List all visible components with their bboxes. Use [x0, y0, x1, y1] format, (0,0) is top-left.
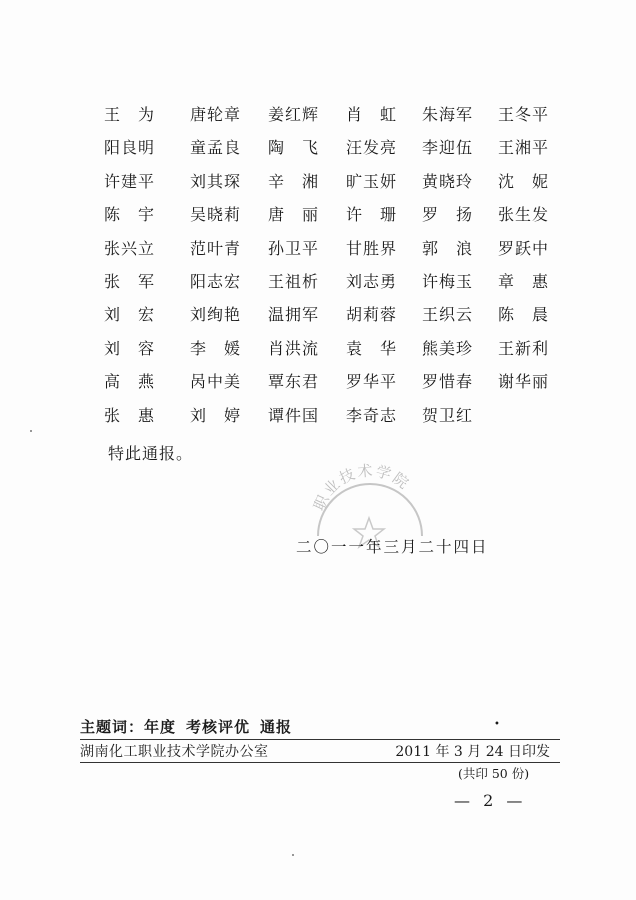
person-name: 许 珊 — [346, 205, 398, 225]
issuing-office: 湖南化工职业技术学院办公室 — [80, 744, 269, 760]
print-count: (共印 50 份) — [458, 766, 530, 781]
person-name: 姜红辉 — [268, 105, 320, 124]
person-name: 罗 扬 — [422, 205, 474, 225]
person-name: 王冬平 — [498, 105, 550, 124]
name-row — [104, 271, 574, 304]
person-name: 熊美珍 — [422, 338, 474, 358]
scan-speck — [292, 854, 294, 856]
person-name: 刘其琛 — [190, 171, 242, 191]
person-name: 覃东君 — [268, 372, 320, 392]
person-name: 朱海军 — [422, 105, 474, 124]
person-name: 贺卫红 — [422, 405, 474, 425]
person-name: 王祖析 — [268, 271, 320, 291]
person-name: 辛 湘 — [268, 171, 320, 191]
print-date: 2011 年 3 月 24 日印发 — [395, 744, 550, 760]
person-name: 郭 浪 — [422, 238, 474, 258]
scan-speck — [30, 430, 32, 432]
person-name: 陈 晨 — [498, 305, 550, 325]
person-name: 肖洪流 — [268, 338, 320, 358]
svg-text:职业技术学院: 职业技术学院 — [310, 462, 414, 514]
person-name: 高 燕 — [104, 372, 156, 392]
person-name: 孙卫平 — [268, 238, 320, 258]
person-name: 甘胜界 — [346, 238, 398, 258]
person-name: 肖 虹 — [346, 105, 398, 124]
divider-line — [80, 762, 560, 763]
person-name: 阳良明 — [104, 138, 156, 158]
person-name: 沈 妮 — [498, 171, 550, 191]
person-name: 吴晓莉 — [190, 205, 242, 225]
person-name: 张生发 — [498, 205, 550, 225]
name-row — [104, 104, 574, 137]
person-name: 谭件国 — [268, 405, 320, 425]
person-name: 刘 婷 — [190, 405, 242, 425]
person-name: 刘志勇 — [346, 271, 398, 291]
official-seal-stamp — [304, 462, 434, 574]
person-name: 黄晓玲 — [422, 171, 474, 191]
keyword: 年度 — [144, 718, 177, 736]
person-name: 许建平 — [104, 171, 156, 191]
issue-date: 二〇一一年三月二十四日 — [296, 538, 489, 556]
name-list — [104, 104, 574, 438]
name-row — [104, 137, 574, 170]
person-name: 胡莉蓉 — [346, 305, 398, 325]
person-name: 唐轮章 — [190, 105, 242, 124]
person-name: 袁 华 — [346, 338, 398, 358]
keywords-label: 主题词： — [80, 718, 145, 736]
person-name: 刘绚艳 — [190, 305, 242, 325]
name-row — [104, 405, 574, 438]
person-name: 王湘平 — [498, 138, 550, 158]
person-name: 刘 容 — [104, 338, 156, 358]
person-name: 陶 飞 — [268, 138, 320, 158]
divider-line — [80, 739, 560, 740]
person-name: 唐 丽 — [268, 205, 320, 225]
stray-mark: • — [494, 719, 500, 730]
person-name: 李奇志 — [346, 405, 398, 425]
person-name: 汪发亮 — [346, 138, 398, 158]
person-name: 许梅玉 — [422, 271, 474, 291]
person-name: 旷玉妍 — [346, 171, 398, 191]
person-name: 刘 宏 — [104, 305, 156, 325]
person-name: 罗跃中 — [498, 238, 550, 258]
person-name: 范叶青 — [190, 238, 242, 258]
name-row — [104, 171, 574, 204]
keyword: 通报 — [260, 718, 293, 736]
person-name: 谢华丽 — [498, 372, 550, 392]
person-name: 张兴立 — [104, 238, 156, 258]
name-row — [104, 338, 574, 371]
name-row — [104, 204, 574, 237]
closing-statement: 特此通报。 — [108, 444, 194, 463]
person-name: 章 惠 — [498, 271, 550, 291]
person-name: 呙中美 — [190, 372, 242, 392]
name-row — [104, 371, 574, 404]
person-name: 王织云 — [422, 305, 474, 325]
person-name: 温拥军 — [268, 305, 320, 325]
person-name: 李 媛 — [190, 338, 242, 358]
person-name: 王 为 — [104, 105, 156, 124]
name-row — [104, 238, 574, 271]
person-name: 陈 宇 — [104, 205, 156, 225]
keyword: 考核评优 — [186, 718, 251, 736]
person-name: 张 军 — [104, 271, 156, 291]
person-name: 罗华平 — [346, 372, 398, 392]
person-name: 李迎伍 — [422, 138, 474, 158]
person-name: 童孟良 — [190, 138, 242, 158]
person-name: 张 惠 — [104, 405, 156, 425]
page-number: — 2 — — [454, 791, 527, 810]
subject-keywords — [80, 716, 302, 737]
person-name: 阳志宏 — [190, 271, 242, 291]
person-name: 罗惜春 — [422, 372, 474, 392]
person-name: 王新利 — [498, 338, 550, 358]
name-row — [104, 304, 574, 337]
